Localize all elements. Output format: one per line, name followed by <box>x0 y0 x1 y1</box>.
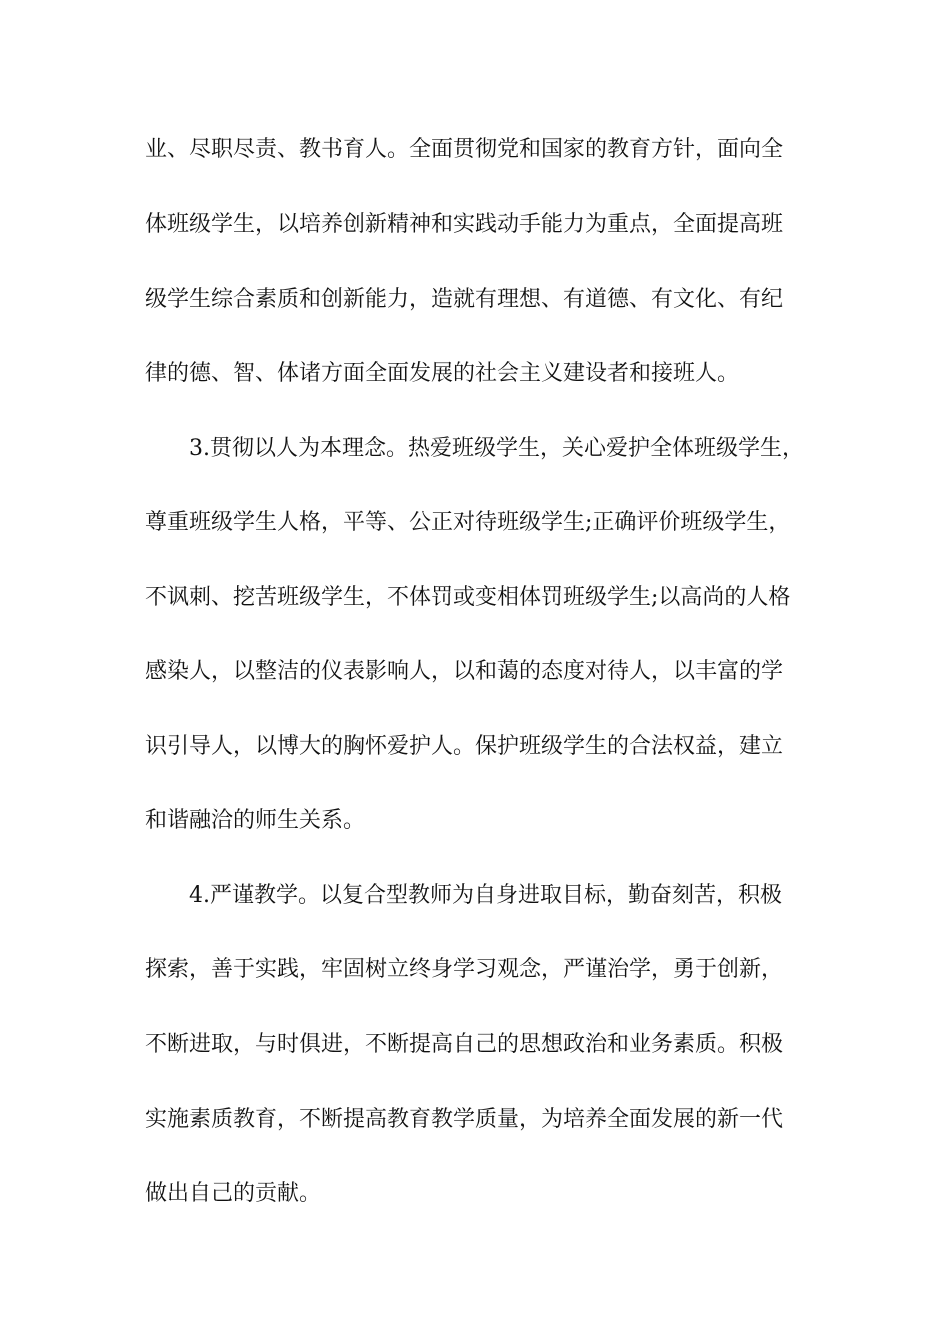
text-line: 做出自己的贡献。 <box>145 1181 322 1206</box>
text-line: 不讽刺、挖苦班级学生，不体罚或变相体罚班级学生;以高尚的人格 <box>145 585 791 610</box>
text-line: 律的德、智、体诸方面全面发展的社会主义建设者和接班人。 <box>145 361 740 386</box>
text-line: 和谐融洽的师生关系。 <box>145 808 366 833</box>
paragraph-4-first-line: 4.严谨教学。以复合型教师为自身进取目标，勤奋刻苦，积极 <box>189 883 782 908</box>
text-line: 不断进取，与时俱进，不断提高自己的思想政治和业务素质。积极 <box>145 1032 784 1057</box>
text-line: 探索，善于实践，牢固树立终身学习观念，严谨治学，勇于创新， <box>145 957 784 982</box>
text-line: 级学生综合素质和创新能力，造就有理想、有道德、有文化、有纪 <box>145 287 784 312</box>
text-line: 识引导人，以博大的胸怀爱护人。保护班级学生的合法权益，建立 <box>145 734 784 759</box>
text-line: 体班级学生，以培养创新精神和实践动手能力为重点，全面提高班 <box>145 212 784 237</box>
paragraph-3-first-line: 3.贯彻以人为本理念。热爱班级学生，关心爱护全体班级学生， <box>189 436 804 461</box>
text-line: 感染人，以整洁的仪表影响人，以和蔼的态度对待人，以丰富的学 <box>145 659 784 684</box>
text-line: 实施素质教育，不断提高教育教学质量，为培养全面发展的新一代 <box>145 1107 784 1132</box>
text-line: 业、尽职尽责、教书育人。全面贯彻党和国家的教育方针，面向全 <box>145 137 784 162</box>
text-line: 尊重班级学生人格，平等、公正对待班级学生;正确评价班级学生， <box>145 510 791 535</box>
